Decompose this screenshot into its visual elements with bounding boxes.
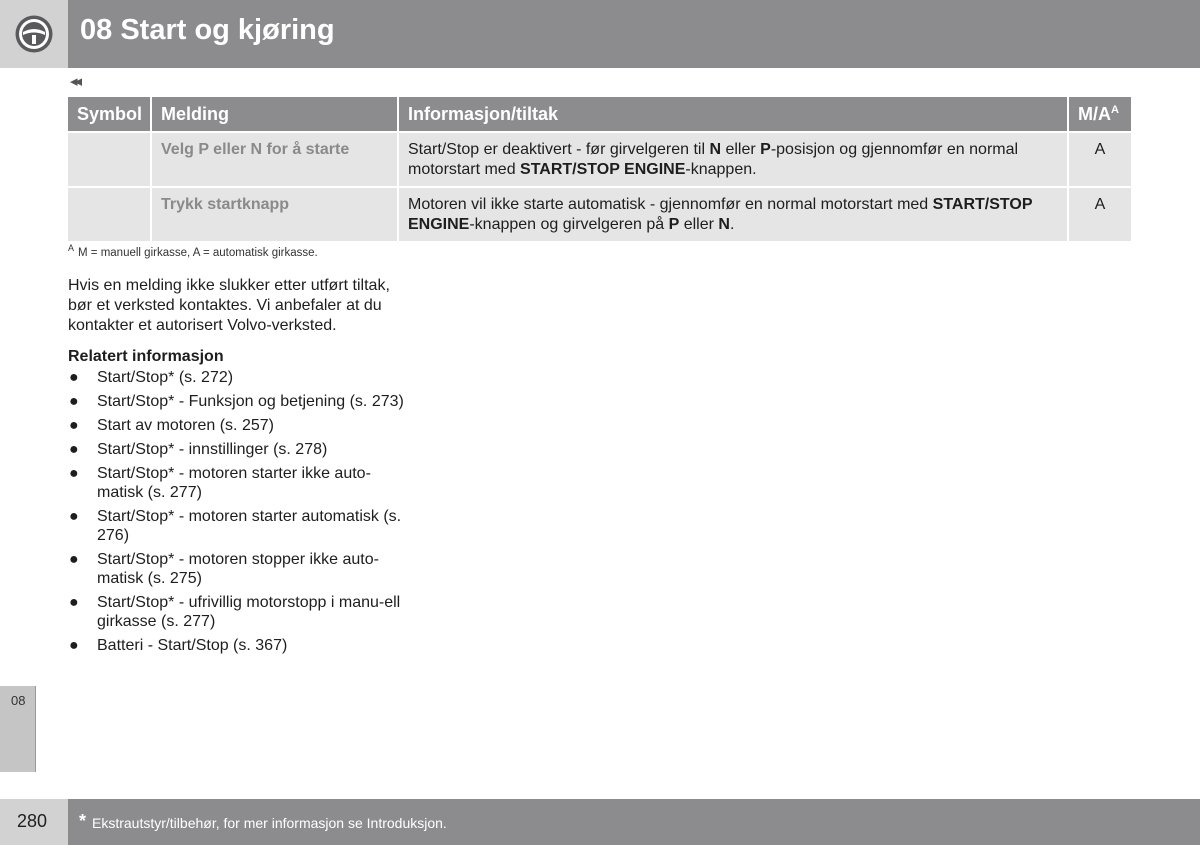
info-text-part: N: [718, 216, 730, 233]
info-text-part: Motoren vil ikke starte automatisk - gjennomfør en normal motorstart med: [408, 196, 933, 213]
related-info-list: [68, 368, 408, 660]
col-header-info: Informasjon/tiltak: [398, 97, 1068, 132]
list-item-text: Start/Stop* - ufrivillig motorstopp i manu-ell girkasse (s. 277): [97, 594, 401, 630]
list-item[interactable]: [68, 593, 408, 631]
bullet-icon: ●: [69, 637, 79, 654]
footnote-text: M = manuell girkasse, A = automatisk girkasse.: [78, 246, 318, 259]
info-text-part: N: [709, 141, 722, 158]
info-text-part: START/STOP ENGINE: [408, 196, 1033, 233]
steering-wheel-icon: [14, 14, 54, 54]
info-text-part: eller: [679, 216, 719, 233]
bullet-icon: ●: [69, 441, 79, 458]
footnote-marker: A: [68, 243, 75, 253]
list-item-text: Start/Stop* - motoren stopper ikke auto-matisk (s. 275): [97, 551, 379, 587]
table-footnote: [68, 243, 318, 259]
list-item-text: Start/Stop* - motoren starter automatisk (s. 276): [97, 508, 402, 544]
chapter-tab[interactable]: [0, 686, 36, 772]
list-item[interactable]: [68, 440, 408, 459]
back-arrow-icon[interactable]: ◂◂: [70, 73, 80, 90]
message-cell: Velg P eller N for å starte: [151, 132, 398, 187]
list-item[interactable]: [68, 368, 408, 387]
list-item-text: Batteri - Start/Stop (s. 367): [97, 637, 288, 654]
ma-cell: A: [1068, 187, 1131, 241]
intro-paragraph: Hvis en melding ikke slukker etter utført tiltak, bør et verksted kontaktes. Vi anbefaler at du kontakter et autorisert Volvo-verksted.: [68, 277, 390, 334]
bullet-icon: ●: [69, 417, 79, 434]
info-text-part: -posisjon og gjennomfør en normal motorstart med: [408, 141, 1019, 178]
chapter-tab-label: 08: [11, 693, 26, 708]
footer-note: Ekstrautstyr/tilbehør, for mer informasjon se Introduksjon.: [92, 815, 447, 831]
related-info-heading: Relatert informasjon: [68, 348, 224, 365]
list-item-text: Start/Stop* - Funksjon og betjening (s. 273): [97, 393, 404, 410]
info-text-part: .: [729, 216, 735, 233]
col-header-message: Melding: [151, 97, 398, 132]
symbol-cell: [68, 132, 151, 187]
bullet-icon: ●: [69, 369, 79, 386]
footnote-marker: A: [1111, 103, 1119, 116]
footer-page-area: [0, 799, 68, 845]
list-item-text: Start/Stop* (s. 272): [97, 369, 234, 386]
col-header-symbol: Symbol: [68, 97, 151, 132]
bullet-icon: ●: [69, 393, 79, 410]
list-item[interactable]: [68, 550, 408, 588]
footer-star: *: [79, 811, 87, 831]
bullet-icon: ●: [69, 508, 79, 525]
info-text-part: P: [760, 141, 771, 158]
list-item-text: Start/Stop* - innstillinger (s. 278): [97, 441, 328, 458]
list-item[interactable]: [68, 507, 408, 545]
header-icon-area: [0, 0, 68, 68]
info-cell: [398, 187, 1068, 241]
bullet-icon: ●: [69, 551, 79, 568]
list-item-text: Start av motoren (s. 257): [97, 417, 274, 434]
bullet-icon: ●: [69, 465, 79, 482]
list-item[interactable]: [68, 636, 408, 655]
table-row: [68, 187, 1131, 241]
table-row: [68, 132, 1131, 187]
message-cell: Trykk startknapp: [151, 187, 398, 241]
list-item[interactable]: [68, 392, 408, 411]
col-header-ma-label: M/A: [1078, 103, 1111, 124]
info-text-part: -knappen og girvelgeren på: [469, 216, 669, 233]
info-text-part: eller: [721, 141, 761, 158]
page-number: 280: [17, 811, 48, 831]
ma-cell: A: [1068, 132, 1131, 187]
list-item[interactable]: [68, 416, 408, 435]
info-text-part: P: [668, 216, 680, 233]
info-text-part: START/STOP ENGINE: [520, 161, 686, 178]
page-title: 08 Start og kjøring: [80, 14, 335, 46]
bullet-icon: ●: [69, 594, 79, 611]
header-bar: [68, 0, 1200, 68]
list-item-text: Start/Stop* - motoren starter ikke auto-matisk (s. 277): [97, 465, 371, 501]
info-text-part: Start/Stop er deaktivert - før girvelgeren til: [408, 141, 710, 158]
info-cell: [398, 132, 1068, 187]
footer-bar: [68, 799, 1200, 845]
info-text-part: -knappen.: [685, 161, 757, 178]
message-table: [68, 97, 1131, 241]
symbol-cell: [68, 187, 151, 241]
table-header-row: [68, 97, 1131, 132]
col-header-ma: [1068, 97, 1131, 132]
list-item[interactable]: [68, 464, 408, 502]
